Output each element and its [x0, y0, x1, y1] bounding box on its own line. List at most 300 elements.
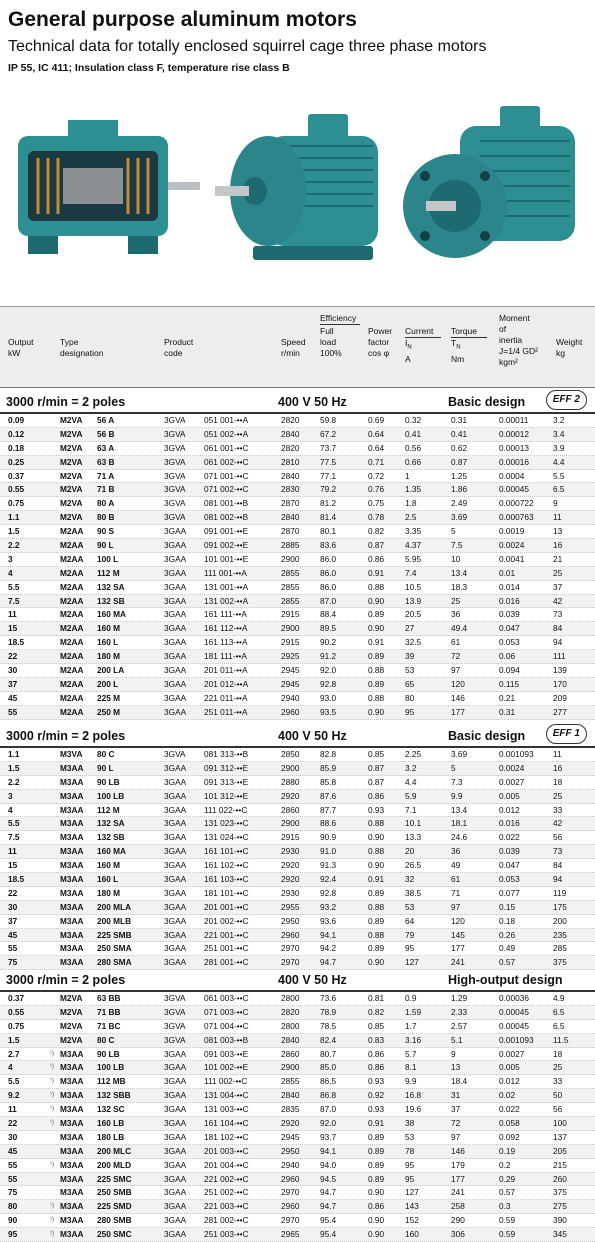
- cell-torque: 9: [451, 1048, 456, 1059]
- cell-product-code: 111 001-••A: [204, 567, 247, 578]
- efficiency-class-badge: EFF 1: [546, 724, 587, 744]
- cell-torque: 13.4: [451, 567, 468, 578]
- cell-speed: 2855: [281, 595, 300, 606]
- cell-moment-of-inertia: 0.053: [499, 637, 520, 648]
- cell-current: 1.59: [405, 1006, 422, 1017]
- cell-torque: 25: [451, 595, 461, 606]
- cell-efficiency: 82.8: [320, 749, 337, 759]
- cell-efficiency: 94.2: [320, 943, 337, 954]
- cell-weight: 3.9: [553, 442, 565, 453]
- cell-type-frame: 56 B: [97, 428, 115, 439]
- table-row: [0, 608, 595, 622]
- cell-output-kw: 2.7: [8, 1048, 20, 1059]
- cell-weight: 137: [553, 1131, 567, 1142]
- cell-speed: 2900: [281, 623, 300, 634]
- page-subtitle: Technical data for totally enclosed squirrel cage three phase motors: [8, 38, 487, 55]
- cell-output-kw: 4: [8, 1062, 13, 1073]
- cell-output-kw: 9.2: [8, 1090, 20, 1101]
- table-row: [0, 1034, 595, 1048]
- cell-type-series: M2VA: [60, 456, 83, 467]
- cell-torque: 61: [451, 637, 461, 648]
- cell-current: 2.25: [405, 749, 422, 759]
- cell-speed: 2970: [281, 1215, 300, 1226]
- section-rows: [0, 748, 595, 970]
- cell-moment-of-inertia: 0.053: [499, 874, 520, 885]
- cell-product-code: 161 111-••A: [204, 609, 247, 620]
- table-row: [0, 622, 595, 636]
- cell-note-mark: ¹): [50, 1120, 54, 1127]
- section-design: Basic design: [448, 729, 526, 743]
- cell-power-factor: 0.71: [368, 456, 385, 467]
- cell-type-series: M2VA: [60, 442, 83, 453]
- cell-product-code: 221 011-••A: [204, 692, 248, 703]
- cell-weight: 73: [553, 846, 563, 857]
- cell-product-prefix: 3GAA: [164, 692, 187, 703]
- cell-power-factor: 0.86: [368, 1062, 385, 1073]
- cell-type-frame: 250 SMB: [97, 1187, 132, 1198]
- cell-torque: 146: [451, 1145, 465, 1156]
- cell-output-kw: 30: [8, 665, 18, 676]
- cell-current: 1.7: [405, 1020, 417, 1031]
- cell-output-kw: 0.12: [8, 428, 25, 439]
- cell-type-series: M3AA: [60, 874, 84, 885]
- cell-product-prefix: 3GAA: [164, 651, 187, 662]
- section-design: Basic design: [448, 395, 526, 409]
- cell-efficiency: 94.1: [320, 1145, 337, 1156]
- cell-power-factor: 0.90: [368, 860, 385, 871]
- cell-product-prefix: 3GAA: [164, 804, 187, 815]
- section-poles: 3000 r/min = 2 poles: [6, 395, 126, 409]
- cell-efficiency: 85.8: [320, 776, 337, 787]
- cell-weight: 50: [553, 1090, 563, 1101]
- cell-note-mark: ¹): [50, 1078, 54, 1085]
- cell-speed: 2860: [281, 1048, 300, 1059]
- cell-moment-of-inertia: 0.000722: [499, 498, 534, 509]
- cell-weight: 18: [553, 1048, 563, 1059]
- cell-product-code: 061 003-••C: [204, 993, 249, 1003]
- cell-product-code: 131 003-••C: [204, 1104, 249, 1115]
- cell-moment-of-inertia: 0.18: [499, 915, 516, 926]
- cell-product-prefix: 3GAA: [164, 929, 187, 940]
- cell-product-prefix: 3GAA: [164, 609, 187, 620]
- table-row: [0, 992, 595, 1006]
- cell-output-kw: 75: [8, 1187, 18, 1198]
- cell-product-code: 281 002-••C: [204, 1215, 249, 1226]
- cell-product-code: 061 001-••C: [204, 442, 249, 453]
- table-row: [0, 1061, 595, 1075]
- cell-efficiency: 87.7: [320, 804, 337, 815]
- section-voltage: 400 V 50 Hz: [278, 395, 347, 409]
- cell-output-kw: 45: [8, 929, 18, 940]
- cell-efficiency: 81.2: [320, 498, 337, 509]
- cell-torque: 18.3: [451, 581, 468, 592]
- cell-efficiency: 79.2: [320, 484, 337, 495]
- cell-type-frame: 250 M: [97, 706, 121, 717]
- cell-torque: 10: [451, 553, 461, 564]
- cell-output-kw: 4: [8, 804, 13, 815]
- cell-efficiency: 85.0: [320, 1062, 337, 1073]
- cell-product-code: 161 112-••A: [204, 623, 248, 634]
- cell-product-code: 131 002-••A: [204, 595, 249, 606]
- cell-product-prefix: 3GVA: [164, 428, 186, 439]
- cell-torque: 18.1: [451, 818, 468, 829]
- cell-product-prefix: 3GAA: [164, 637, 187, 648]
- cell-torque: 1.25: [451, 470, 468, 481]
- cell-type-series: M2AA: [60, 706, 84, 717]
- cell-type-series: M3AA: [60, 1118, 84, 1129]
- cell-current: 79: [405, 929, 415, 940]
- table-row: [0, 511, 595, 525]
- table-row: [0, 942, 595, 956]
- cell-type-series: M3AA: [60, 915, 84, 926]
- cell-moment-of-inertia: 0.26: [499, 929, 516, 940]
- cell-speed: 2930: [281, 887, 300, 898]
- cell-power-factor: 0.89: [368, 1173, 385, 1184]
- section-heading: [0, 722, 595, 748]
- cell-power-factor: 0.90: [368, 1215, 385, 1226]
- cell-speed: 2960: [281, 929, 300, 940]
- table-row: [0, 581, 595, 595]
- cell-power-factor: 0.75: [368, 498, 385, 509]
- table-row: [0, 525, 595, 539]
- cell-type-series: M3AA: [60, 790, 84, 801]
- cell-moment-of-inertia: 0.15: [499, 901, 516, 912]
- cell-type-series: M3AA: [60, 887, 84, 898]
- cell-type-frame: 160 M: [97, 623, 121, 634]
- cell-type-frame: 132 SA: [97, 818, 125, 829]
- cell-type-series: M2AA: [60, 692, 84, 703]
- cell-product-prefix: 3GVA: [164, 1006, 186, 1017]
- cell-torque: 1.86: [451, 484, 468, 495]
- cell-type-series: M2VA: [60, 1020, 83, 1031]
- cell-type-frame: 71 BB: [97, 1006, 121, 1017]
- cell-speed: 2920: [281, 790, 300, 801]
- cell-product-code: 131 004-••C: [204, 1090, 249, 1101]
- cell-type-series: M3AA: [60, 1187, 84, 1198]
- cell-speed: 2950: [281, 1145, 300, 1156]
- cell-speed: 2830: [281, 484, 300, 495]
- cell-product-code: 071 003-••C: [204, 1006, 249, 1017]
- cell-product-prefix: 3GAA: [164, 526, 187, 537]
- cell-power-factor: 0.89: [368, 943, 385, 954]
- cell-power-factor: 0.89: [368, 1131, 385, 1142]
- cell-torque: 306: [451, 1229, 465, 1240]
- cell-efficiency: 86.0: [320, 567, 337, 578]
- cell-speed: 2940: [281, 1159, 300, 1170]
- cell-speed: 2855: [281, 581, 300, 592]
- cell-moment-of-inertia: 0.57: [499, 1187, 516, 1198]
- cell-type-frame: 225 SMC: [97, 1173, 132, 1184]
- cell-output-kw: 4: [8, 567, 13, 578]
- cell-product-prefix: 3GVA: [164, 470, 186, 481]
- cell-power-factor: 0.88: [368, 581, 385, 592]
- cell-moment-of-inertia: 0.31: [499, 706, 516, 717]
- cell-type-series: M3AA: [60, 957, 84, 968]
- cell-weight: 100: [553, 1118, 567, 1129]
- cell-weight: 6.5: [553, 484, 565, 495]
- cell-weight: 18: [553, 776, 563, 787]
- cell-torque: 3.69: [451, 749, 468, 759]
- cell-type-frame: 80 B: [97, 512, 115, 523]
- cell-product-prefix: 3GAA: [164, 1201, 187, 1212]
- cell-speed: 2860: [281, 804, 300, 815]
- cell-speed: 2800: [281, 993, 300, 1003]
- cell-current: 16.8: [405, 1090, 422, 1101]
- col-current-group: Current: [405, 326, 441, 338]
- cell-output-kw: 0.75: [8, 498, 25, 509]
- cell-output-kw: 1.1: [8, 749, 20, 759]
- cell-type-frame: 225 SMB: [97, 929, 132, 940]
- cell-product-prefix: 3GVA: [164, 512, 186, 523]
- cell-product-prefix: 3GAA: [164, 846, 187, 857]
- cell-torque: 5: [451, 526, 456, 537]
- cell-moment-of-inertia: 0.01: [499, 567, 516, 578]
- cell-type-frame: 112 M: [97, 804, 120, 815]
- col-weight: Weight kg: [556, 337, 583, 358]
- cell-torque: 2.57: [451, 1020, 468, 1031]
- cell-current: 127: [405, 957, 419, 968]
- cell-output-kw: 55: [8, 706, 18, 717]
- section-design: High-output design: [448, 973, 563, 987]
- cell-type-series: M3AA: [60, 1062, 84, 1073]
- cell-type-series: M3AA: [60, 776, 84, 787]
- cell-product-code: 221 001-••C: [204, 929, 249, 940]
- cell-output-kw: 18.5: [8, 874, 25, 885]
- cell-torque: 36: [451, 609, 461, 620]
- cell-output-kw: 30: [8, 1131, 18, 1142]
- cell-type-frame: 80 C: [97, 749, 115, 759]
- cell-type-series: M2VA: [60, 1034, 83, 1045]
- cell-moment-of-inertia: 0.00045: [499, 1006, 529, 1017]
- cell-note-mark: ¹): [50, 1064, 54, 1071]
- cell-output-kw: 11: [8, 846, 17, 857]
- table-row: [0, 845, 595, 859]
- cell-power-factor: 0.87: [368, 762, 385, 773]
- cell-product-code: 081 003-••B: [204, 1034, 249, 1045]
- cell-product-prefix: 3GAA: [164, 790, 187, 801]
- cell-product-code: 181 102-••C: [204, 1131, 249, 1142]
- cell-speed: 2820: [281, 442, 300, 453]
- cell-current: 13.3: [405, 832, 422, 843]
- cell-type-series: M2AA: [60, 595, 84, 606]
- cell-torque: 37: [451, 1104, 461, 1115]
- cell-torque: 146: [451, 692, 465, 703]
- cell-weight: 215: [553, 1159, 567, 1170]
- cell-product-code: 201 012-••A: [204, 678, 249, 689]
- cell-moment-of-inertia: 0.000763: [499, 512, 534, 523]
- cell-power-factor: 0.89: [368, 678, 385, 689]
- cell-product-prefix: 3GVA: [164, 1020, 186, 1031]
- cell-type-series: M2VA: [60, 470, 83, 481]
- cell-current: 0.9: [405, 993, 417, 1003]
- cell-moment-of-inertia: 0.001093: [499, 749, 534, 759]
- cell-current: 65: [405, 678, 415, 689]
- cell-moment-of-inertia: 0.00016: [499, 456, 529, 467]
- cell-efficiency: 81.4: [320, 512, 337, 523]
- cell-torque: 31: [451, 1090, 461, 1101]
- page-title: General purpose aluminum motors: [8, 8, 357, 31]
- cell-speed: 2900: [281, 818, 300, 829]
- cell-torque: 97: [451, 901, 461, 912]
- cell-product-prefix: 3GAA: [164, 860, 187, 871]
- cell-product-prefix: 3GAA: [164, 678, 187, 689]
- cell-type-series: M3AA: [60, 1048, 84, 1059]
- cell-product-prefix: 3GAA: [164, 776, 187, 787]
- cell-type-frame: 160 M: [97, 860, 121, 871]
- table-row: [0, 428, 595, 442]
- cell-torque: 97: [451, 665, 461, 676]
- cell-moment-of-inertia: 0.0024: [499, 540, 525, 551]
- col-current: $I_N$ A: [405, 338, 412, 364]
- cell-power-factor: 0.91: [368, 874, 385, 885]
- cell-type-frame: 132 SA: [97, 581, 125, 592]
- cell-weight: 235: [553, 929, 567, 940]
- cell-current: 143: [405, 1201, 419, 1212]
- cell-product-prefix: 3GVA: [164, 456, 186, 467]
- cell-type-series: M3AA: [60, 943, 84, 954]
- cell-torque: 177: [451, 943, 465, 954]
- cell-type-series: M3AA: [60, 846, 84, 857]
- cell-weight: 3.4: [553, 428, 565, 439]
- cell-type-series: M2AA: [60, 540, 84, 551]
- col-output: Output kW: [8, 337, 34, 358]
- cell-torque: 18.4: [451, 1076, 468, 1087]
- cell-product-code: 091 312-••E: [204, 762, 249, 773]
- cell-torque: 36: [451, 846, 461, 857]
- cell-power-factor: 0.90: [368, 1229, 385, 1240]
- cell-power-factor: 0.85: [368, 749, 385, 759]
- table-row: [0, 1048, 595, 1062]
- cell-type-series: M2VA: [60, 484, 83, 495]
- cell-torque: 49.4: [451, 623, 468, 634]
- cell-power-factor: 0.89: [368, 1159, 385, 1170]
- table-row: [0, 817, 595, 831]
- cell-product-code: 131 023-••C: [204, 818, 249, 829]
- table-row: [0, 790, 595, 804]
- cell-torque: 13: [451, 1062, 461, 1073]
- cell-current: 2.5: [405, 512, 417, 523]
- cell-current: 20.5: [405, 609, 422, 620]
- cell-type-frame: 160 MA: [97, 609, 127, 620]
- cell-type-frame: 63 B: [97, 456, 115, 467]
- col-torque-group: Torque: [451, 326, 487, 338]
- cell-product-code: 161 103-••C: [204, 874, 249, 885]
- motor-photos: [8, 96, 588, 296]
- cell-torque: 7.5: [451, 540, 463, 551]
- cell-efficiency: 77.5: [320, 456, 337, 467]
- cell-current: 3.2: [405, 762, 417, 773]
- cell-current: 160: [405, 1229, 419, 1240]
- table-row: [0, 831, 595, 845]
- cell-product-code: 101 001-••E: [204, 553, 249, 564]
- cell-output-kw: 2.2: [8, 540, 20, 551]
- cell-product-prefix: 3GAA: [164, 665, 187, 676]
- cell-product-code: 181 101-••C: [204, 887, 249, 898]
- cell-product-prefix: 3GVA: [164, 498, 186, 509]
- cell-speed: 2840: [281, 1090, 300, 1101]
- cell-type-frame: 200 MLD: [97, 1159, 132, 1170]
- cell-weight: 56: [553, 1104, 563, 1115]
- cell-speed: 2915: [281, 832, 300, 843]
- cell-efficiency: 90.9: [320, 832, 337, 843]
- cell-efficiency: 88.4: [320, 609, 337, 620]
- col-power-factor: Power factor cos φ: [368, 326, 393, 358]
- cell-power-factor: 0.82: [368, 526, 385, 537]
- cell-output-kw: 90: [8, 1215, 18, 1226]
- cell-type-series: M3AA: [60, 901, 84, 912]
- cell-efficiency: 92.4: [320, 874, 337, 885]
- table-row: [0, 762, 595, 776]
- cell-product-code: 201 001-••C: [204, 901, 249, 912]
- table-row: [0, 1006, 595, 1020]
- cell-product-prefix: 3GAA: [164, 595, 187, 606]
- cell-product-prefix: 3GAA: [164, 874, 187, 885]
- cell-power-factor: 0.91: [368, 637, 385, 648]
- cell-type-frame: 180 M: [97, 651, 121, 662]
- cell-output-kw: 7.5: [8, 832, 20, 843]
- cell-weight: 56: [553, 832, 563, 843]
- cell-weight: 11: [553, 749, 562, 759]
- cell-moment-of-inertia: 0.005: [499, 1062, 520, 1073]
- cell-current: 53: [405, 665, 415, 676]
- table-column-header: [0, 306, 595, 388]
- cell-product-prefix: 3GAA: [164, 1187, 187, 1198]
- cell-type-frame: 132 SC: [97, 1104, 125, 1115]
- cell-torque: 61: [451, 874, 461, 885]
- cell-product-code: 221 002-••C: [204, 1173, 249, 1184]
- cell-speed: 2915: [281, 637, 300, 648]
- cell-note-mark: ¹): [50, 1203, 54, 1210]
- cell-weight: 25: [553, 790, 563, 801]
- cell-power-factor: 0.82: [368, 1006, 385, 1017]
- table-row: [0, 706, 595, 720]
- cell-type-frame: 80 C: [97, 1034, 115, 1045]
- cell-speed: 2960: [281, 1201, 300, 1212]
- cell-efficiency: 91.2: [320, 651, 337, 662]
- cell-type-frame: 280 SMA: [97, 957, 132, 968]
- cell-note-mark: ¹): [50, 1092, 54, 1099]
- cell-moment-of-inertia: 0.21: [499, 692, 516, 703]
- cell-current: 20: [405, 846, 415, 857]
- cell-weight: 375: [553, 1187, 567, 1198]
- section-voltage: 400 V 50 Hz: [278, 729, 347, 743]
- section-2: [0, 722, 595, 970]
- col-efficiency-group: Efficiency: [320, 313, 360, 325]
- cell-moment-of-inertia: 0.094: [499, 665, 520, 676]
- cell-type-frame: 160 L: [97, 874, 119, 885]
- table-row: [0, 1173, 595, 1187]
- cell-moment-of-inertia: 0.016: [499, 595, 520, 606]
- cell-output-kw: 0.55: [8, 484, 25, 495]
- cell-current: 38.5: [405, 887, 422, 898]
- cell-type-frame: 250 SMA: [97, 943, 132, 954]
- cell-moment-of-inertia: 0.49: [499, 943, 516, 954]
- cell-current: 39: [405, 651, 415, 662]
- cell-product-prefix: 3GVA: [164, 415, 186, 425]
- cell-torque: 0.41: [451, 428, 468, 439]
- cell-weight: 275: [553, 1201, 567, 1212]
- cell-power-factor: 0.69: [368, 415, 385, 425]
- cell-type-series: M2VA: [60, 498, 83, 509]
- cell-weight: 33: [553, 1076, 563, 1087]
- cell-weight: 16: [553, 540, 563, 551]
- cell-efficiency: 93.6: [320, 915, 337, 926]
- cell-current: 0.56: [405, 442, 422, 453]
- cell-speed: 2855: [281, 567, 300, 578]
- cell-type-series: M2AA: [60, 553, 84, 564]
- cell-product-code: 051 001-••A: [204, 415, 249, 425]
- cell-torque: 258: [451, 1201, 465, 1212]
